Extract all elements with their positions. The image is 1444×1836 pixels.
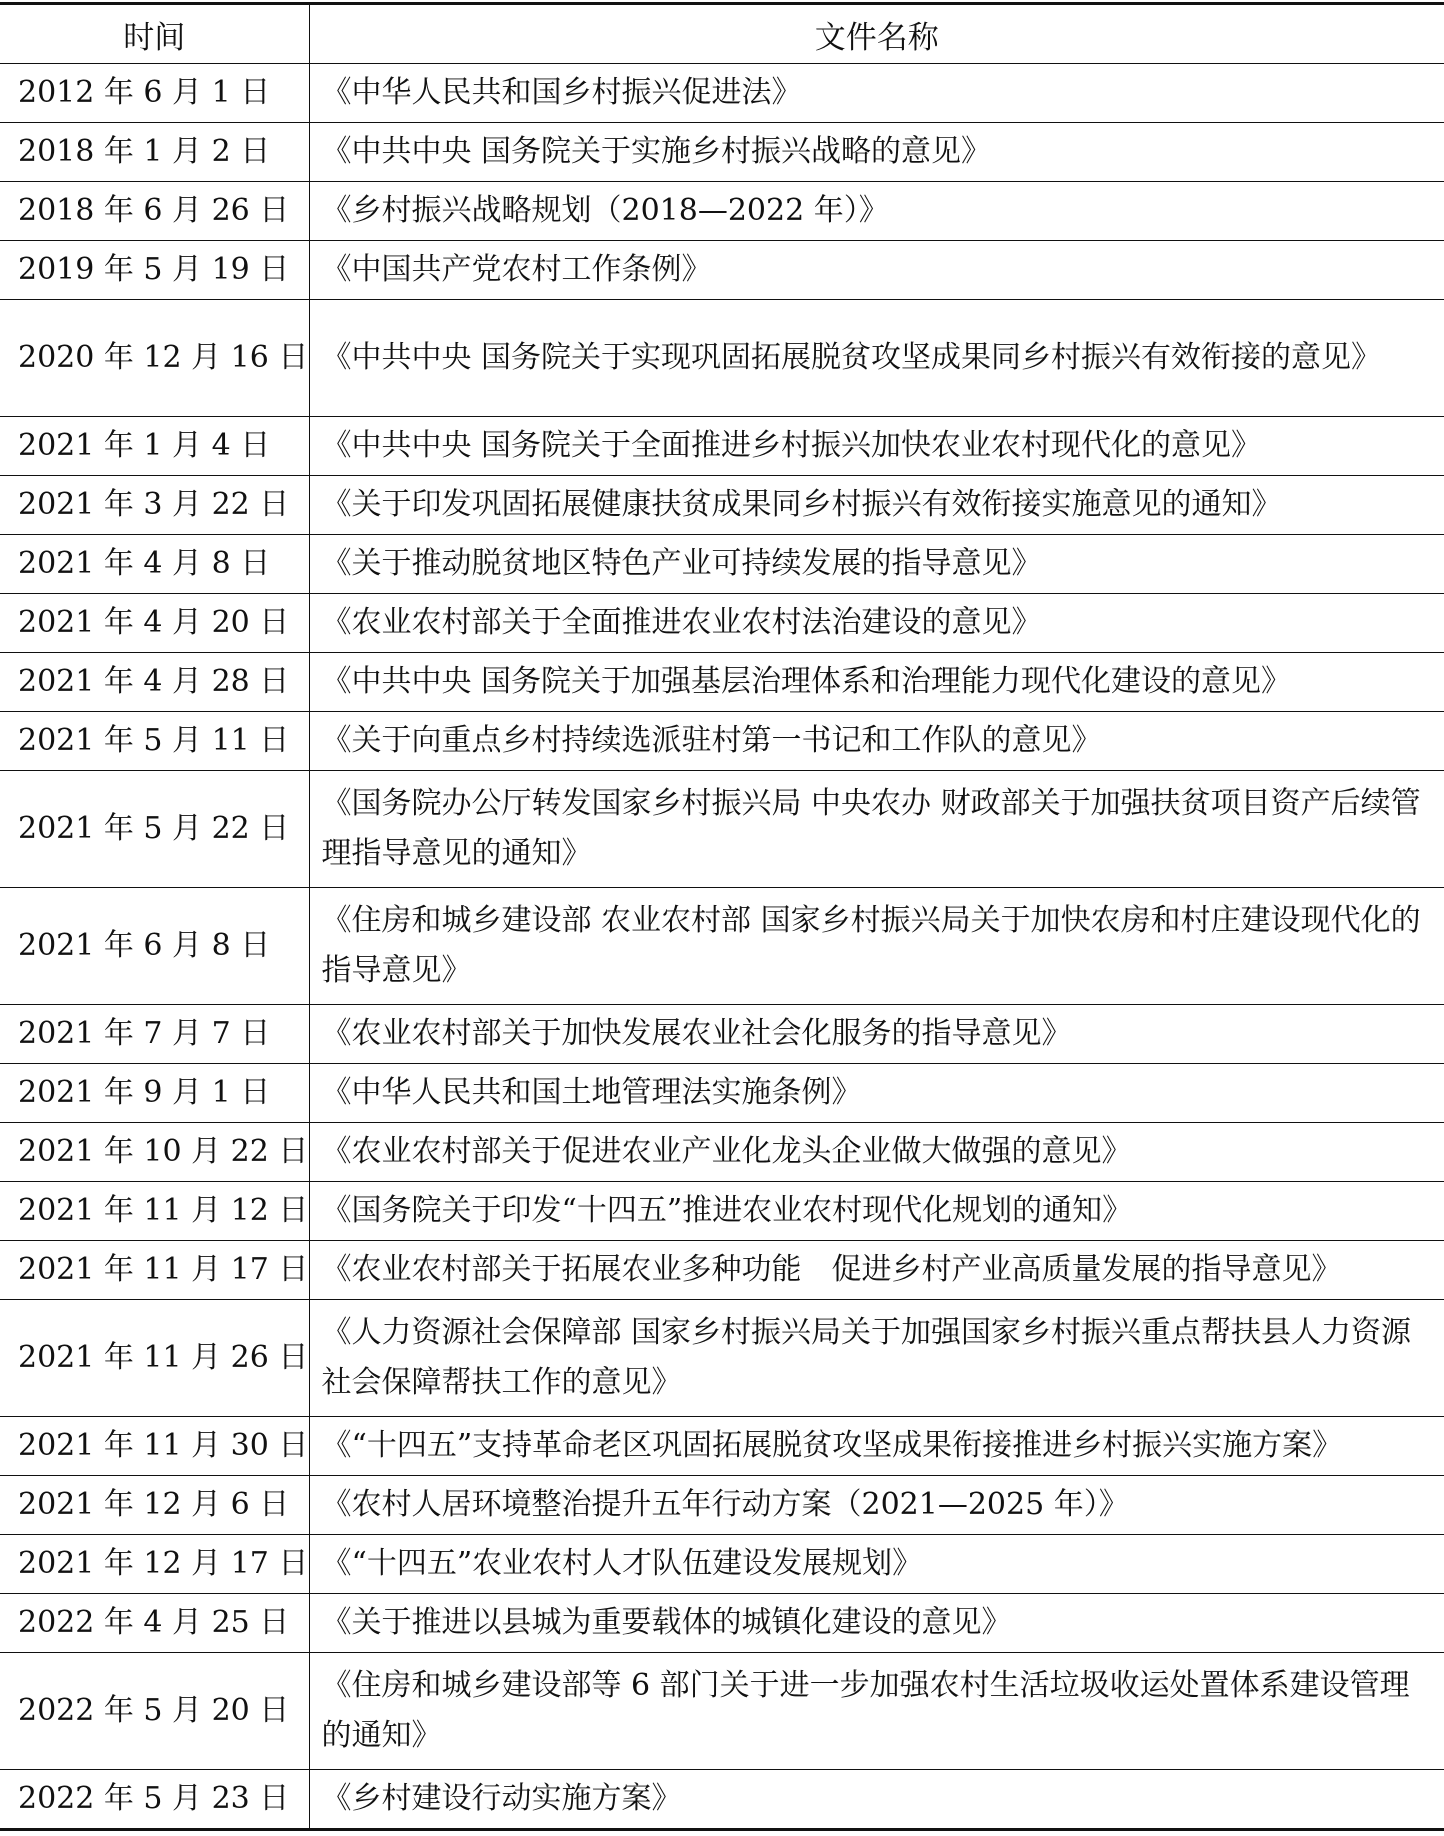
row-date: 2021 年 11 月 17 日	[0, 1241, 309, 1300]
table-row	[0, 1182, 1444, 1241]
row-date: 2020 年 12 月 16 日	[0, 300, 309, 417]
table-row	[0, 1241, 1444, 1300]
row-document-name: 《乡村振兴战略规划（2018—2022 年）》	[309, 182, 1444, 241]
table-row	[0, 1064, 1444, 1123]
row-date: 2021 年 11 月 30 日	[0, 1417, 309, 1476]
table-row	[0, 1653, 1444, 1770]
row-date: 2021 年 1 月 4 日	[0, 417, 309, 476]
row-date: 2012 年 6 月 1 日	[0, 64, 309, 123]
table-row	[0, 300, 1444, 417]
row-date: 2021 年 3 月 22 日	[0, 476, 309, 535]
row-date: 2018 年 1 月 2 日	[0, 123, 309, 182]
row-date: 2021 年 12 月 17 日	[0, 1535, 309, 1594]
row-document-name: 《“十四五”支持革命老区巩固拓展脱贫攻坚成果衔接推进乡村振兴实施方案》	[309, 1417, 1444, 1476]
table-row	[0, 241, 1444, 300]
row-date: 2021 年 11 月 12 日	[0, 1182, 309, 1241]
row-document-name: 《农业农村部关于加快发展农业社会化服务的指导意见》	[309, 1005, 1444, 1064]
row-date: 2021 年 4 月 8 日	[0, 535, 309, 594]
table-row	[0, 417, 1444, 476]
row-document-name: 《住房和城乡建设部 农业农村部 国家乡村振兴局关于加快农房和村庄建设现代化的指导意见》	[309, 888, 1444, 1005]
row-document-name: 《住房和城乡建设部等 6 部门关于进一步加强农村生活垃圾收运处置体系建设管理的通知》	[309, 1653, 1444, 1770]
table-row	[0, 653, 1444, 712]
row-date: 2021 年 7 月 7 日	[0, 1005, 309, 1064]
row-date: 2021 年 9 月 1 日	[0, 1064, 309, 1123]
row-document-name: 《农业农村部关于全面推进农业农村法治建设的意见》	[309, 594, 1444, 653]
row-date: 2022 年 5 月 20 日	[0, 1653, 309, 1770]
table-row	[0, 1417, 1444, 1476]
row-date: 2021 年 11 月 26 日	[0, 1300, 309, 1417]
row-date: 2021 年 4 月 20 日	[0, 594, 309, 653]
row-date: 2021 年 6 月 8 日	[0, 888, 309, 1005]
header-document-name: 文件名称	[309, 4, 1444, 64]
table-row	[0, 476, 1444, 535]
row-document-name: 《中共中央 国务院关于加强基层治理体系和治理能力现代化建设的意见》	[309, 653, 1444, 712]
row-document-name: 《农业农村部关于促进农业产业化龙头企业做大做强的意见》	[309, 1123, 1444, 1182]
table-row	[0, 535, 1444, 594]
row-document-name: 《中共中央 国务院关于实施乡村振兴战略的意见》	[309, 123, 1444, 182]
table-row	[0, 123, 1444, 182]
row-date: 2021 年 5 月 22 日	[0, 771, 309, 888]
row-document-name: 《中共中央 国务院关于全面推进乡村振兴加快农业农村现代化的意见》	[309, 417, 1444, 476]
row-date: 2021 年 4 月 28 日	[0, 653, 309, 712]
row-date: 2019 年 5 月 19 日	[0, 241, 309, 300]
row-document-name: 《关于推动脱贫地区特色产业可持续发展的指导意见》	[309, 535, 1444, 594]
row-document-name: 《农业农村部关于拓展农业多种功能 促进乡村产业高质量发展的指导意见》	[309, 1241, 1444, 1300]
row-date: 2018 年 6 月 26 日	[0, 182, 309, 241]
row-document-name: 《中共中央 国务院关于实现巩固拓展脱贫攻坚成果同乡村振兴有效衔接的意见》	[309, 300, 1444, 417]
row-document-name: 《中华人民共和国乡村振兴促进法》	[309, 64, 1444, 123]
row-date: 2021 年 12 月 6 日	[0, 1476, 309, 1535]
table-row	[0, 1535, 1444, 1594]
row-document-name: 《关于推进以县城为重要载体的城镇化建设的意见》	[309, 1594, 1444, 1653]
table-header	[0, 4, 1444, 64]
policy-documents-table	[0, 2, 1444, 1831]
table-row	[0, 1300, 1444, 1417]
table-row	[0, 712, 1444, 771]
table-row	[0, 1770, 1444, 1830]
row-document-name: 《关于印发巩固拓展健康扶贫成果同乡村振兴有效衔接实施意见的通知》	[309, 476, 1444, 535]
row-document-name: 《人力资源社会保障部 国家乡村振兴局关于加强国家乡村振兴重点帮扶县人力资源社会保障帮扶工作的意见》	[309, 1300, 1444, 1417]
table-row	[0, 888, 1444, 1005]
row-document-name: 《“十四五”农业农村人才队伍建设发展规划》	[309, 1535, 1444, 1594]
row-document-name: 《国务院办公厅转发国家乡村振兴局 中央农办 财政部关于加强扶贫项目资产后续管理指导意见的通知》	[309, 771, 1444, 888]
row-date: 2021 年 10 月 22 日	[0, 1123, 309, 1182]
table-row	[0, 1476, 1444, 1535]
row-document-name: 《乡村建设行动实施方案》	[309, 1770, 1444, 1830]
row-date: 2022 年 5 月 23 日	[0, 1770, 309, 1830]
row-document-name: 《国务院关于印发“十四五”推进农业农村现代化规划的通知》	[309, 1182, 1444, 1241]
row-document-name: 《中国共产党农村工作条例》	[309, 241, 1444, 300]
header-row	[0, 4, 1444, 64]
row-document-name: 《关于向重点乡村持续选派驻村第一书记和工作队的意见》	[309, 712, 1444, 771]
row-document-name: 《农村人居环境整治提升五年行动方案（2021—2025 年）》	[309, 1476, 1444, 1535]
header-date: 时间	[0, 4, 309, 64]
table-row	[0, 1005, 1444, 1064]
table-row	[0, 64, 1444, 123]
table-row	[0, 771, 1444, 888]
table-body	[0, 64, 1444, 1830]
row-date: 2022 年 4 月 25 日	[0, 1594, 309, 1653]
table-row	[0, 1123, 1444, 1182]
row-date: 2021 年 5 月 11 日	[0, 712, 309, 771]
table-row	[0, 182, 1444, 241]
table-row	[0, 1594, 1444, 1653]
row-document-name: 《中华人民共和国土地管理法实施条例》	[309, 1064, 1444, 1123]
table-row	[0, 594, 1444, 653]
